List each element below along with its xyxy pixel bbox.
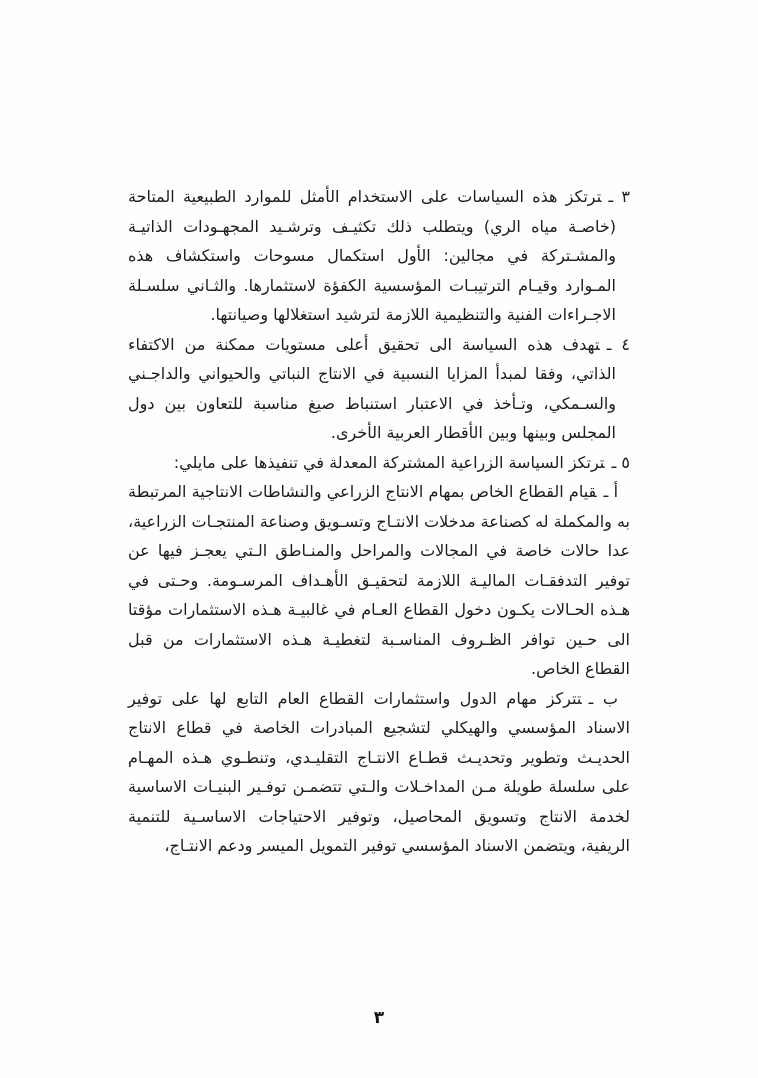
item-marker: ٥ ـ: [611, 452, 630, 472]
list-item-3: [128, 182, 630, 330]
item-marker: ب ـ: [588, 688, 618, 708]
item-text: ترتكز هذه السياسات على الاستخدام الأمثل للموارد الطبيعية المتاحة (خاصـة مياه الري) ويتطلب ذلك تكثيـف وترشـيد المجهـودات الذاتيـة والمشـتركة في مجالين: الأول استكمال مسوحات واستكشاف هذه المـوارد وقيـام الترتيبـات المؤسسية الكفؤة لاستثمارها. والثـاني سلسـلة الاجـراءات الفنية والتنظيمية اللازمة لترشيد استغلالها وصيانتها.: [128, 187, 616, 324]
item-marker: ٣ ـ: [608, 187, 630, 206]
item-text: تهدف هذه السياسة الى تحقيق أعلى مستويات ممكنة من الاكتفاء الذاتي، وفقا لمبدأ المزايا النسبية في الانتاج النباتي والحيواني والداجـني والسـمكي، وتـأخذ في الاعتبار استنباط صيغ مناسبة للتعاون بين دول المجلس وبينها وبين الأقطار العربية الأخرى.: [128, 334, 616, 442]
item-text: قيام القطاع الخاص بمهام الانتاج الزراعي والنشاطات الانتاجية المرتبطة به والمكملة له كصناعة مدخلات الانتـاج وتسـويق وصناعة المنتجـات الزراعية، عدا حالات خاصة في المجالات والمراحل والمنـاطق الـتي يعجـز فيها عن توفير التدفقـات الماليـة اللازمة لتحقيـق الأهـداف المرسـومة. وحـتى في هـذه الحـالات يكـون دخول القطاع العـام في غالبيـة هـذه الاستثمارات مؤقتا الى حـين توافر الظـروف المناسـبة لتغطيـة هـذه الاستثمارات من قبل القطاع الخاص.: [127, 482, 630, 678]
page-body: [128, 182, 630, 861]
item-marker: أ ـ: [603, 482, 619, 501]
item-marker: ٤ ـ: [606, 334, 631, 354]
item-text: ترتكز السياسة الزراعية المشتركة المعدلة في تنفيذها على مايلي:: [173, 452, 605, 472]
item-text: تتركز مهام الدول واستثمارات القطاع العام التابع لها على توفير الاسناد المؤسسي والهيكلي لتشجيع المبادرات الخاصة في قطاع الانتاج الحديـث وتطوير وتحديـث قطـاع الانتـاج التقليـدي، وتنطـوي هـذه المهـام على سلسلة طويلة مـن المداخـلات والـتي تتضمـن توفـير البنيـات الاساسية لخدمة الانتاج وتسويق المحاصيل، وتوفير الاحتياجات الاساسـية للتنمية الريفية، ويتضمن الاسناد المؤسسي توفير التمويل الميسر ودعم الانتـاج،: [128, 688, 630, 855]
list-item-5: [128, 448, 630, 478]
list-item-4: [128, 330, 630, 448]
sub-item-b: [128, 684, 630, 861]
sub-item-a: [128, 477, 630, 684]
page-number: ٣: [373, 1008, 385, 1028]
